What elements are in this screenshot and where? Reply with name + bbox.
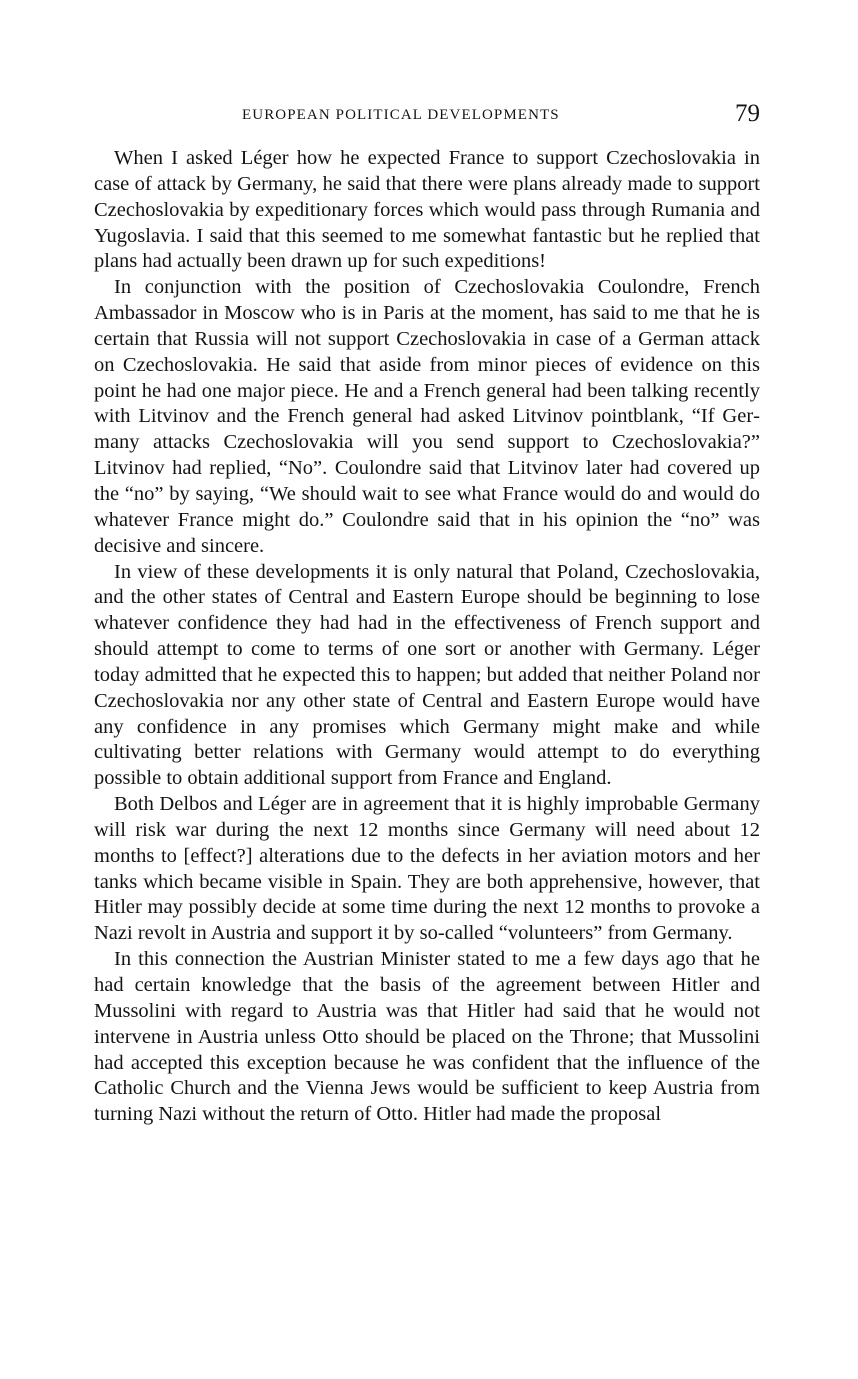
running-title: EUROPEAN POLITICAL DEVELOPMENTS xyxy=(242,107,560,123)
running-head xyxy=(94,100,760,129)
paragraph-austrian-minister: In this connection the Austrian Minister stated to me a few days ago that he had certain knowledge that the basis of the agreement between Hitler and Mussolini with regard to Austria was that Hitler had said that he would not intervene in Austria unless Otto should be placed on the Throne; that Mussolini had accepted this exception because he was confident that the influence of the Catholic Church and the Vienna Jews would be sufficient to keep Austria from turning Nazi without the return of Otto. Hitler had made the proposal xyxy=(94,948,760,1126)
paragraph-delbos-leger: Both Delbos and Léger are in agreement that it is highly improbable Germany will risk war during the next 12 months since Germany will need about 12 months to [effect?] alterations due to the defects in her aviation motors and her tanks which became visible in Spain. They are both apprehensive, however, that Hitler may possibly decide at some time during the next 12 months to provoke a Nazi revolt in Austria and support it by so-called “volunteers” from Germany. xyxy=(94,793,760,945)
body-text xyxy=(94,146,760,1128)
paragraph-coulondre-russia: In conjunction with the position of Czechoslovakia Coulondre, French Ambassador in Moscow who is in Paris at the moment, has said to me that he is certain that Russia will not support Czechoslovakia in case of a German attack on Czechoslovakia. He said that aside from minor pieces of evidence on this point he had one major piece. He and a French general had been talking recently with Litvinov and the French general had asked Litvinov pointblank, “If Germany attacks Czechoslovakia will you send support to Czechoslovakia?” Litvinov had replied, “No”. Coulondre said that Litvinov later had covered up the “no” by saying, “We should wait to see what France would do and would do whatever France might do.” Coulondre said that in his opinion the “no” was decisive and sincere. xyxy=(94,276,760,557)
page-number: 79 xyxy=(735,100,760,127)
paragraph-leger-czechoslovakia: When I asked Léger how he expected France to support Czechoslovakia in case of attack by Germany, he said that there were plans already made to support Czechoslovakia by expeditionary forces which would pass through Rumania and Yugoslavia. I said that this seemed to me somewhat fantastic but he replied that plans had actually been drawn up for such expeditions! xyxy=(94,147,760,273)
paragraph-central-europe: In view of these developments it is only natural that Poland, Czechoslovakia, and the other states of Central and Eastern Europe should be beginning to lose whatever confidence they had had in the effectiveness of French support and should attempt to come to terms of one sort or another with Germany. Léger today admitted that he expected this to happen; but added that neither Poland nor Czechoslovakia nor any other state of Central and Eastern Europe would have any confidence in any promises which Germany might make and while cultivating better relations with Germany would attempt to do everything possible to obtain additional support from France and England. xyxy=(94,560,760,790)
